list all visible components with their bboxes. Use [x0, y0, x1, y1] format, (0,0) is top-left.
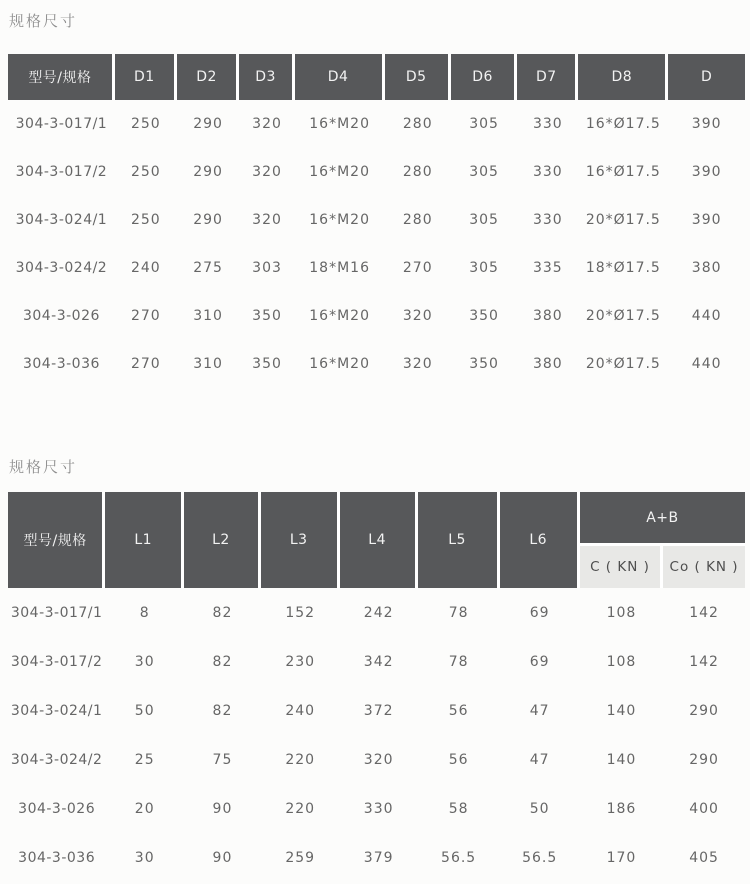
value-cell: 140: [606, 751, 637, 768]
value-cell: 47: [529, 751, 550, 768]
value-cell: 30: [134, 653, 155, 670]
table-header-row: [8, 54, 745, 100]
value-cell: 20*Ø17.5: [585, 212, 661, 228]
value-cell: 18*Ø17.5: [585, 260, 661, 276]
table-row: [8, 196, 745, 244]
column-header-model: 型号/规格: [8, 492, 105, 588]
value-cell: 350: [469, 356, 499, 372]
value-cell: 259: [285, 849, 316, 866]
model-cell: 304-3-017/1: [15, 116, 108, 132]
value-cell: 290: [193, 116, 223, 132]
value-cell: 350: [252, 356, 282, 372]
model-cell: 304-3-036: [22, 356, 100, 372]
value-cell: 47: [529, 702, 550, 719]
value-cell: 230: [285, 653, 316, 670]
value-cell: 140: [606, 702, 637, 719]
model-cell: 304-3-024/1: [15, 212, 108, 228]
value-cell: 280: [402, 212, 433, 228]
value-cell: 16*M20: [309, 308, 370, 324]
value-cell: 90: [212, 849, 233, 866]
value-cell: 20*Ø17.5: [585, 308, 661, 324]
table-row: [8, 100, 745, 148]
table-header: [8, 492, 745, 588]
value-cell: 330: [532, 164, 563, 180]
table-row: [8, 244, 745, 292]
spec-section-d: [8, 12, 745, 388]
value-cell: 303: [252, 260, 282, 276]
column-header-d4: D4: [295, 54, 385, 100]
value-cell: 250: [130, 116, 161, 132]
column-header-d1: D1: [115, 54, 177, 100]
column-header-d8: D8: [578, 54, 668, 100]
value-cell: 16*Ø17.5: [585, 164, 661, 180]
value-cell: 69: [529, 653, 550, 670]
value-cell: 320: [252, 116, 282, 132]
value-cell: 16*M20: [309, 356, 370, 372]
value-cell: 335: [532, 260, 563, 276]
value-cell: 142: [689, 604, 719, 621]
column-header-group-ab: A+B: [580, 492, 745, 546]
value-cell: 275: [193, 260, 223, 276]
value-cell: 320: [252, 212, 282, 228]
value-cell: 69: [529, 604, 550, 621]
column-header-d5: D5: [385, 54, 451, 100]
value-cell: 280: [402, 164, 433, 180]
value-cell: 350: [469, 308, 499, 324]
value-cell: 350: [252, 308, 282, 324]
value-cell: 342: [363, 653, 394, 670]
value-cell: 50: [134, 702, 155, 719]
table-row: [8, 735, 745, 784]
value-cell: 270: [130, 308, 161, 324]
value-cell: 250: [130, 164, 161, 180]
value-cell: 290: [689, 751, 719, 768]
column-header-model: 型号/规格: [8, 54, 115, 100]
spec-page: [8, 0, 745, 882]
value-cell: 390: [691, 116, 722, 132]
model-cell: 304-3-017/2: [15, 164, 108, 180]
model-cell: 304-3-026: [22, 308, 100, 324]
value-cell: 380: [532, 356, 563, 372]
value-cell: 78: [448, 653, 469, 670]
value-cell: 20: [134, 800, 155, 817]
model-cell: 304-3-026: [18, 800, 96, 817]
column-header-d3: D3: [239, 54, 294, 100]
column-header-d6: D6: [451, 54, 517, 100]
value-cell: 90: [212, 800, 233, 817]
value-cell: 330: [363, 800, 394, 817]
value-cell: 240: [285, 702, 316, 719]
value-cell: 305: [469, 212, 499, 228]
value-cell: 270: [130, 356, 161, 372]
value-cell: 58: [448, 800, 469, 817]
value-cell: 152: [285, 604, 316, 621]
value-cell: 186: [606, 800, 637, 817]
table-row: [8, 637, 745, 686]
value-cell: 380: [691, 260, 722, 276]
value-cell: 320: [402, 356, 433, 372]
value-cell: 170: [606, 849, 637, 866]
column-header-l2: L2: [184, 492, 261, 588]
value-cell: 56.5: [522, 849, 558, 866]
value-cell: 380: [532, 308, 563, 324]
value-cell: 320: [363, 751, 394, 768]
value-cell: 310: [193, 356, 223, 372]
column-header-d7: D7: [517, 54, 578, 100]
section-title: 规格尺寸: [9, 458, 78, 476]
l-dimensions-table: [8, 492, 745, 882]
value-cell: 310: [193, 308, 223, 324]
column-header-l1: L1: [105, 492, 184, 588]
value-cell: 305: [469, 164, 499, 180]
column-header-l5: L5: [418, 492, 500, 588]
value-cell: 108: [606, 653, 637, 670]
value-cell: 305: [469, 116, 499, 132]
value-cell: 75: [212, 751, 233, 768]
column-header-l4: L4: [340, 492, 418, 588]
value-cell: 320: [402, 308, 433, 324]
value-cell: 8: [139, 604, 150, 621]
value-cell: 20*Ø17.5: [585, 356, 661, 372]
table-row: [8, 588, 745, 637]
d-dimensions-table: [8, 54, 745, 388]
value-cell: 30: [134, 849, 155, 866]
value-cell: 400: [689, 800, 719, 817]
value-cell: 290: [193, 212, 223, 228]
value-cell: 390: [691, 164, 722, 180]
model-cell: 304-3-024/2: [15, 260, 108, 276]
value-cell: 290: [689, 702, 719, 719]
value-cell: 16*M20: [309, 164, 370, 180]
table-row: [8, 340, 745, 388]
value-cell: 372: [363, 702, 394, 719]
value-cell: 440: [691, 308, 722, 324]
value-cell: 82: [212, 604, 233, 621]
value-cell: 220: [285, 800, 316, 817]
value-cell: 390: [691, 212, 722, 228]
value-cell: 305: [469, 260, 499, 276]
value-cell: 250: [130, 212, 161, 228]
value-cell: 82: [212, 702, 233, 719]
column-header-d2: D2: [177, 54, 240, 100]
value-cell: 16*M20: [309, 212, 370, 228]
value-cell: 320: [252, 164, 282, 180]
value-cell: 330: [532, 212, 563, 228]
column-header-c-kn: C ( KN ): [580, 546, 663, 588]
value-cell: 440: [691, 356, 722, 372]
value-cell: 142: [689, 653, 719, 670]
value-cell: 18*M16: [309, 260, 370, 276]
value-cell: 405: [689, 849, 719, 866]
value-cell: 270: [402, 260, 433, 276]
value-cell: 220: [285, 751, 316, 768]
value-cell: 16*Ø17.5: [585, 116, 661, 132]
value-cell: 56: [448, 751, 469, 768]
column-header-co-kn: Co ( KN ): [663, 546, 745, 588]
value-cell: 25: [134, 751, 155, 768]
table-row: [8, 686, 745, 735]
value-cell: 78: [448, 604, 469, 621]
value-cell: 56: [448, 702, 469, 719]
column-header-l6: L6: [500, 492, 580, 588]
column-header-l3: L3: [261, 492, 340, 588]
value-cell: 290: [193, 164, 223, 180]
value-cell: 330: [532, 116, 563, 132]
section-title: 规格尺寸: [9, 12, 78, 30]
table-row: [8, 148, 745, 196]
column-header-d: D: [668, 54, 745, 100]
value-cell: 50: [529, 800, 550, 817]
model-cell: 304-3-036: [18, 849, 96, 866]
value-cell: 280: [402, 116, 433, 132]
value-cell: 240: [130, 260, 161, 276]
model-cell: 304-3-017/2: [10, 653, 103, 670]
model-cell: 304-3-017/1: [10, 604, 103, 621]
model-cell: 304-3-024/1: [10, 702, 103, 719]
value-cell: 16*M20: [309, 116, 370, 132]
value-cell: 108: [606, 604, 637, 621]
value-cell: 82: [212, 653, 233, 670]
table-header-row: [8, 492, 745, 546]
table-body: [8, 100, 745, 388]
value-cell: 379: [363, 849, 394, 866]
table-row: [8, 784, 745, 833]
value-cell: 56.5: [441, 849, 477, 866]
table-row: [8, 833, 745, 882]
model-cell: 304-3-024/2: [10, 751, 103, 768]
table-row: [8, 292, 745, 340]
table-header: [8, 54, 745, 100]
spec-section-l: [8, 458, 745, 882]
value-cell: 242: [363, 604, 394, 621]
table-body: [8, 588, 745, 882]
